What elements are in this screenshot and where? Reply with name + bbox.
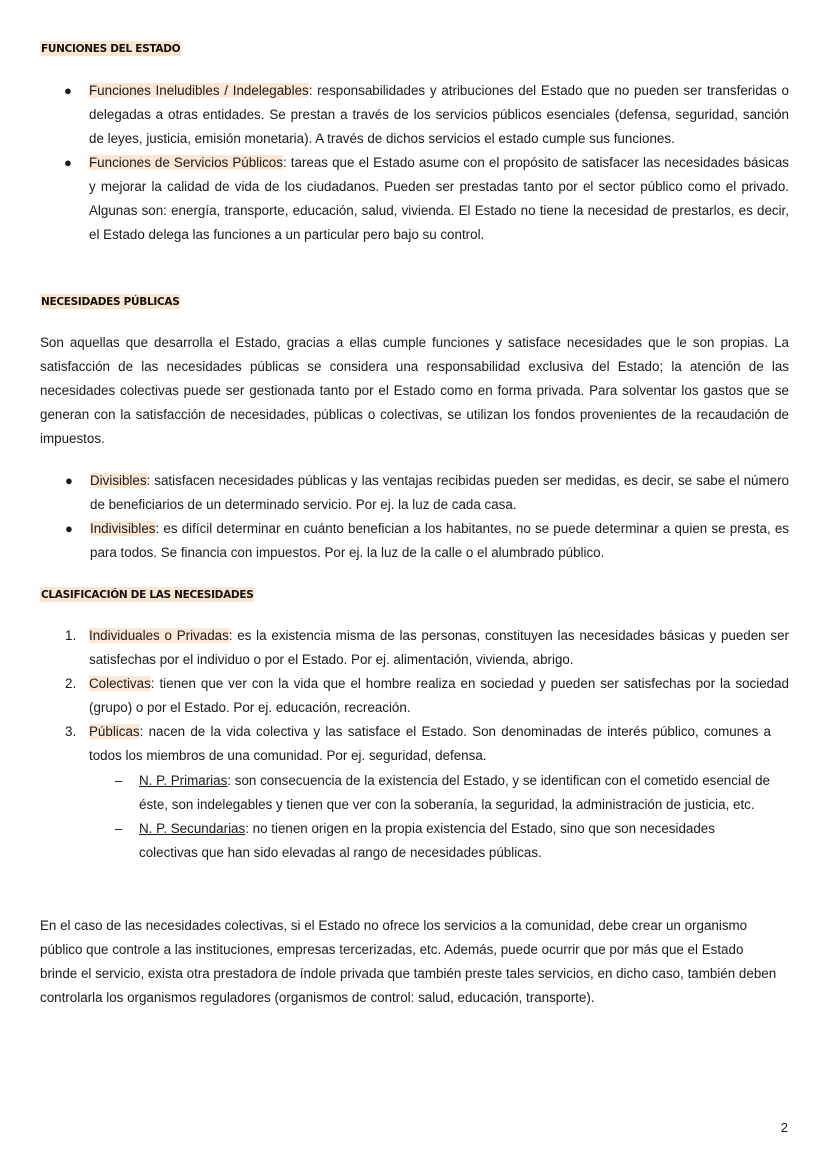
list-item <box>65 624 789 672</box>
term: Colectivas <box>89 676 151 691</box>
page-number: 2 <box>780 1120 788 1135</box>
definition: : no tienen origen en la propia existencia del Estado, sino que son necesidades colectivas que han sido elevadas al rango de necesidades públicas. <box>139 821 715 860</box>
dash-marker: – <box>115 821 123 836</box>
term: N. P. Primarias <box>139 773 228 788</box>
list-item <box>65 517 789 565</box>
term: Funciones de Servicios Públicos <box>89 155 283 170</box>
list-item <box>64 151 789 247</box>
sub-list-item <box>115 817 777 865</box>
term: Indivisibles <box>90 521 156 536</box>
definition: : responsabilidades y atribuciones del Estado que no pueden ser transferidas o delegadas a otras entidades. Se prestan a través de los servicios públicos esenciales (defensa, seguridad, sanción de leyes, justicia, emisión monetaria). A través de dichos servicios el estado cumple sus funciones. <box>89 83 789 146</box>
dash-marker: – <box>115 773 123 788</box>
necesidades-list <box>65 469 789 565</box>
bullet-icon: ● <box>64 155 72 170</box>
clasificacion-list <box>65 624 789 768</box>
definition: : tienen que ver con la vida que el hombre realiza en sociedad y pueden ser satisfechas por la sociedad (grupo) o por el Estado. Por ej. educación, recreación. <box>89 676 789 715</box>
definition: : es difícil determinar en cuánto benefician a los habitantes, no se puede determinar a quien se presta, es para todos. Se financia con impuestos. Por ej. la luz de la calle o el alumbrado público. <box>90 521 789 560</box>
definition: : tareas que el Estado asume con el propósito de satisfacer las necesidades básicas y mejorar la calidad de vida de los ciudadanos. Pueden ser prestadas tanto por el sector público como el privado. Algunas son: energía, transporte, educación, salud, vivienda. El Estado no tiene la necesidad de prestarlos, es decir, el Estado delega las funciones a un particular pero bajo su control. <box>89 155 789 242</box>
bullet-icon: ● <box>65 473 73 488</box>
item-number: 2. <box>65 676 77 691</box>
list-item <box>65 672 789 720</box>
definition: : satisfacen necesidades públicas y las ventajas recibidas pueden ser medidas, es decir, se sabe el número de beneficiarios de un determinado servicio. Por ej. la luz de cada casa. <box>90 473 789 512</box>
primarias-secundarias-list <box>115 769 777 865</box>
term: Funciones Ineludibles / Indelegables <box>89 83 309 98</box>
bullet-icon: ● <box>64 83 72 98</box>
sub-list-item <box>115 769 777 817</box>
term: Individuales o Privadas <box>89 628 229 643</box>
bullet-icon: ● <box>65 521 73 536</box>
term: Públicas <box>89 724 140 739</box>
section-heading-funciones: FUNCIONES DEL ESTADO <box>41 43 181 55</box>
term: Divisibles <box>90 473 147 488</box>
item-number: 3. <box>65 724 77 739</box>
definition: : nacen de la vida colectiva y las satisface el Estado. Son denominadas de interés público, comunes a todos los miembros de una comunidad. Por ej. seguridad, defensa. <box>89 724 771 763</box>
list-item <box>64 79 789 151</box>
section-heading-clasificacion: CLASIFICACIÓN DE LAS NECESIDADES <box>41 589 254 601</box>
definition: : son consecuencia de la existencia del Estado, y se identifican con el cometido esencial de éste, son indelegables y tienen que ver con la soberanía, la seguridad, la administración de justicia, etc. <box>139 773 770 812</box>
item-number: 1. <box>65 628 77 643</box>
closing-paragraph: En el caso de las necesidades colectivas, si el Estado no ofrece los servicios a la comunidad, debe crear un organismo público que controle a las instituciones, empresas tercerizadas, etc. Además, puede ocurrir que por más que el Estado brinde el servicio, exista otra prestadora de índole privada que también preste tales servicios, en dicho caso, también deben controlarla los organismos reguladores (organismos de control: salud, educación, transporte). <box>40 918 777 1005</box>
definition: : es la existencia misma de las personas, constituyen las necesidades básicas y pueden ser satisfechas por el individuo o por el Estado. Por ej. alimentación, vivienda, abrigo. <box>89 628 789 667</box>
funciones-list <box>64 79 789 247</box>
list-item <box>65 720 771 768</box>
term: N. P. Secundarias <box>139 821 246 836</box>
necesidades-paragraph: Son aquellas que desarrolla el Estado, gracias a ellas cumple funciones y satisface necesidades que le son propias. La satisfacción de las necesidades públicas se considera una responsabilidad exclusiva del Estado; la atención de las necesidades colectivas puede ser gestionada tanto por el Estado como en forma privada. Para solventar los gastos que se generan con la satisfacción de necesidades, públicas o colectivas, se utilizan los fondos provenientes de la recaudación de impuestos. <box>40 335 789 446</box>
list-item <box>65 469 789 517</box>
section-heading-necesidades: NECESIDADES PÚBLICAS <box>41 296 180 308</box>
